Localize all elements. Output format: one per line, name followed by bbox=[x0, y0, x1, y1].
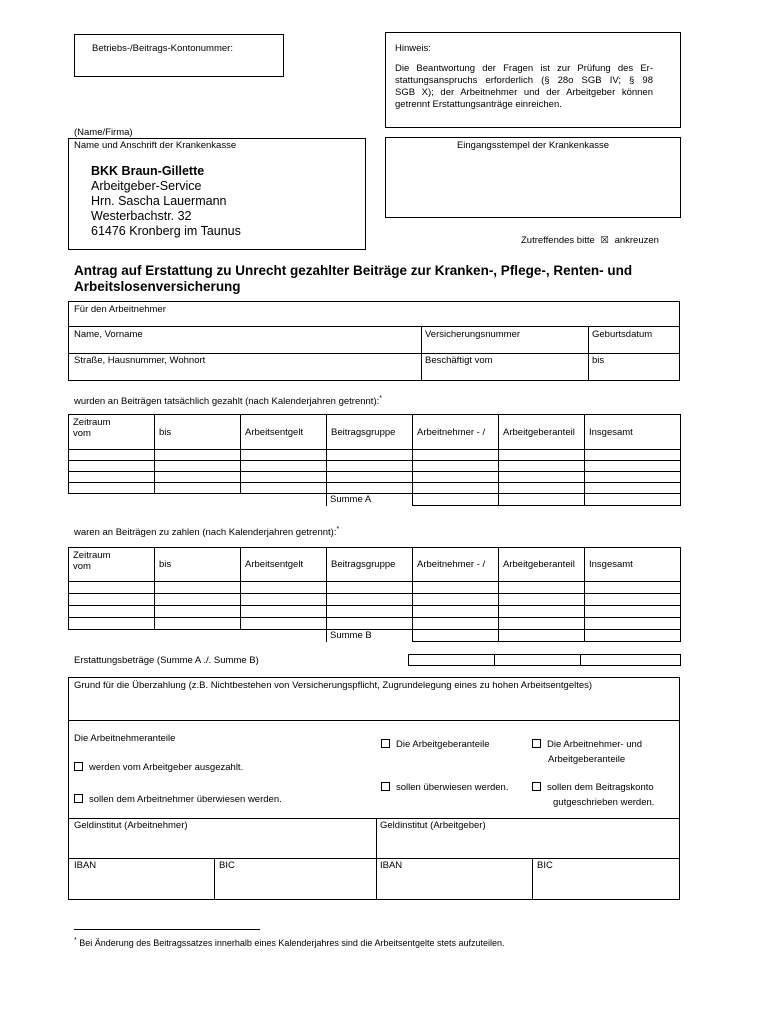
table-row[interactable] bbox=[69, 606, 681, 618]
table-row[interactable] bbox=[69, 472, 681, 483]
name-firm-label: (Name/Firma) bbox=[74, 127, 133, 138]
hint-line: Die Beantwortung der Fragen ist zur Prüfung des Er- bbox=[395, 63, 653, 74]
col-wage: Arbeitsentgelt bbox=[241, 548, 327, 582]
reason-label: Grund für die Überzahlung (z.B. Nichtbestehen von Versicherungspflicht, Zugrundelegung eines zu hohen Arbeitsentgeltes) bbox=[74, 680, 593, 691]
address-label: Name und Anschrift der Krankenkasse bbox=[74, 140, 237, 151]
sum-b-label: Summe B bbox=[330, 630, 372, 642]
col-group: Beitragsgruppe bbox=[327, 415, 413, 450]
tick-note bbox=[521, 235, 659, 247]
refund-employer-share[interactable] bbox=[495, 655, 581, 666]
due-table bbox=[68, 547, 681, 642]
employed-until-field[interactable]: bis bbox=[592, 355, 605, 366]
option-label: sollen dem Beitragskonto bbox=[547, 782, 654, 793]
tick-note-after: ankreuzen bbox=[614, 235, 659, 246]
paid-asterisk: * bbox=[379, 395, 382, 402]
tick-symbol: ☒ bbox=[600, 235, 609, 246]
sum-a-label: Summe A bbox=[330, 494, 372, 506]
checkbox[interactable] bbox=[532, 782, 541, 791]
form-title: Antrag auf Erstattung zu Unrecht gezahlter Beiträge zur Kranken-, Pflege-, Renten- und Arbeitslosenversicherung bbox=[74, 263, 633, 294]
employee-section bbox=[68, 301, 680, 381]
street-field[interactable]: Straße, Hausnummer, Wohnort bbox=[74, 355, 206, 366]
option-paid-by-employer[interactable] bbox=[74, 762, 243, 774]
employer-iban-field[interactable]: IBAN bbox=[380, 860, 403, 871]
table-row[interactable] bbox=[69, 461, 681, 472]
due-intro-text: waren an Beiträgen zu zahlen (nach Kalenderjahren getrennt): bbox=[74, 527, 337, 539]
col-total: Insgesamt bbox=[585, 415, 681, 450]
col-employee-share: Arbeitnehmer - / bbox=[413, 548, 499, 582]
checkbox[interactable] bbox=[74, 794, 83, 803]
employee-bic-field[interactable]: BIC bbox=[219, 860, 235, 871]
footnote bbox=[74, 935, 505, 949]
option-label: sollen dem Arbeitnehmer überwiesen werden. bbox=[89, 794, 282, 805]
employee-shares-label: Die Arbeitnehmeranteile bbox=[74, 733, 176, 744]
address-line: Arbeitgeber-Service bbox=[91, 179, 202, 193]
checkbox[interactable] bbox=[532, 739, 541, 748]
option-label: sollen überwiesen werden. bbox=[396, 782, 509, 793]
account-number-box[interactable] bbox=[74, 34, 284, 77]
employer-bank-field[interactable]: Geldinstitut (Arbeitgeber) bbox=[380, 820, 486, 831]
refund-total[interactable] bbox=[581, 655, 681, 666]
option-label: Die Arbeitnehmer- und bbox=[547, 739, 643, 750]
option-employer-shares[interactable] bbox=[381, 739, 489, 751]
hint-line: getrennt Erstattungsanträge einreichen. bbox=[395, 99, 562, 110]
table-row[interactable] bbox=[69, 450, 681, 461]
footnote-text: Bei Änderung des Beitragssatzes innerhalb eines Kalenderjahres sind die Arbeitsentgelte stets aufzuteilen. bbox=[79, 938, 505, 948]
paid-intro bbox=[74, 393, 382, 408]
name-field[interactable]: Name, Vorname bbox=[74, 329, 143, 340]
option-label: Die Arbeitgeberanteile bbox=[396, 739, 490, 750]
stamp-box bbox=[385, 137, 681, 218]
table-row[interactable] bbox=[69, 618, 681, 630]
col-until: bis bbox=[155, 415, 241, 450]
col-employee-share: Arbeitnehmer - / bbox=[413, 415, 499, 450]
col-until: bis bbox=[155, 548, 241, 582]
col-wage: Arbeitsentgelt bbox=[241, 415, 327, 450]
address-line: Hrn. Sascha Lauermann bbox=[91, 194, 227, 208]
table-row[interactable] bbox=[69, 594, 681, 606]
footnote-rule bbox=[74, 929, 260, 930]
address-line: Westerbachstr. 32 bbox=[91, 209, 192, 223]
account-number-label: Betriebs-/Beitrags-Kontonummer: bbox=[92, 43, 233, 54]
birth-date-field[interactable]: Geburtsdatum bbox=[592, 329, 653, 340]
due-intro bbox=[74, 524, 339, 539]
option-label: werden vom Arbeitgeber ausgezahlt. bbox=[89, 762, 244, 773]
address-line: 61476 Kronberg im Taunus bbox=[91, 224, 241, 238]
option-transfer-to-employee[interactable] bbox=[74, 794, 282, 806]
col-period: Zeitraum vom bbox=[69, 415, 155, 450]
refund-employee-share[interactable] bbox=[409, 655, 495, 666]
option-both-shares[interactable] bbox=[532, 739, 642, 751]
employed-from-field[interactable]: Beschäftigt vom bbox=[425, 355, 493, 366]
col-employer-share: Arbeitgeberanteil bbox=[499, 415, 585, 450]
hint-line: stattungsanspruchs erforderlich (§ 28o SGB IV; § 98 bbox=[395, 75, 653, 86]
tick-note-before: Zutreffendes bitte bbox=[521, 235, 595, 246]
checkbox[interactable] bbox=[381, 782, 390, 791]
option-credit-account[interactable] bbox=[532, 782, 654, 794]
option-both-shares-line2: Arbeitgeberanteile bbox=[548, 754, 626, 765]
address-line-company: BKK Braun-Gillette bbox=[91, 164, 205, 178]
option-transfer[interactable] bbox=[381, 782, 508, 794]
employee-section-label: Für den Arbeitnehmer bbox=[74, 304, 166, 315]
sum-row bbox=[69, 630, 681, 642]
paid-intro-text: wurden an Beiträgen tatsächlich gezahlt (nach Kalenderjahren getrennt): bbox=[74, 396, 380, 408]
employee-bank-field[interactable]: Geldinstitut (Arbeitnehmer) bbox=[74, 820, 188, 831]
hint-line: SGB X); der Arbeitnehmer und der Arbeitgeber können bbox=[395, 87, 653, 98]
stamp-label: Eingangsstempel der Krankenkasse bbox=[456, 140, 610, 151]
insurer-address-box bbox=[68, 138, 366, 250]
hint-box bbox=[385, 32, 681, 128]
table-row[interactable] bbox=[69, 582, 681, 594]
employee-iban-field[interactable]: IBAN bbox=[74, 860, 97, 871]
refund-fields[interactable] bbox=[408, 654, 681, 666]
employer-bic-field[interactable]: BIC bbox=[537, 860, 553, 871]
refund-label: Erstattungsbeträge (Summe A ./. Summe B) bbox=[74, 655, 259, 666]
hint-title: Hinweis: bbox=[395, 43, 431, 54]
sum-row bbox=[69, 494, 681, 506]
col-employer-share: Arbeitgeberanteil bbox=[499, 548, 585, 582]
col-period: Zeitraum vom bbox=[69, 548, 155, 582]
option-credit-account-line2: gutgeschrieben werden. bbox=[553, 797, 655, 808]
reason-section bbox=[68, 677, 680, 900]
footnote-asterisk: * bbox=[74, 937, 77, 944]
insurance-number-field[interactable]: Versicherungsnummer bbox=[425, 329, 521, 340]
col-total: Insgesamt bbox=[585, 548, 681, 582]
table-row[interactable] bbox=[69, 483, 681, 494]
checkbox[interactable] bbox=[74, 762, 83, 771]
due-asterisk: * bbox=[336, 526, 340, 533]
col-group: Beitragsgruppe bbox=[327, 548, 413, 582]
checkbox[interactable] bbox=[381, 739, 390, 748]
paid-table bbox=[68, 414, 681, 506]
